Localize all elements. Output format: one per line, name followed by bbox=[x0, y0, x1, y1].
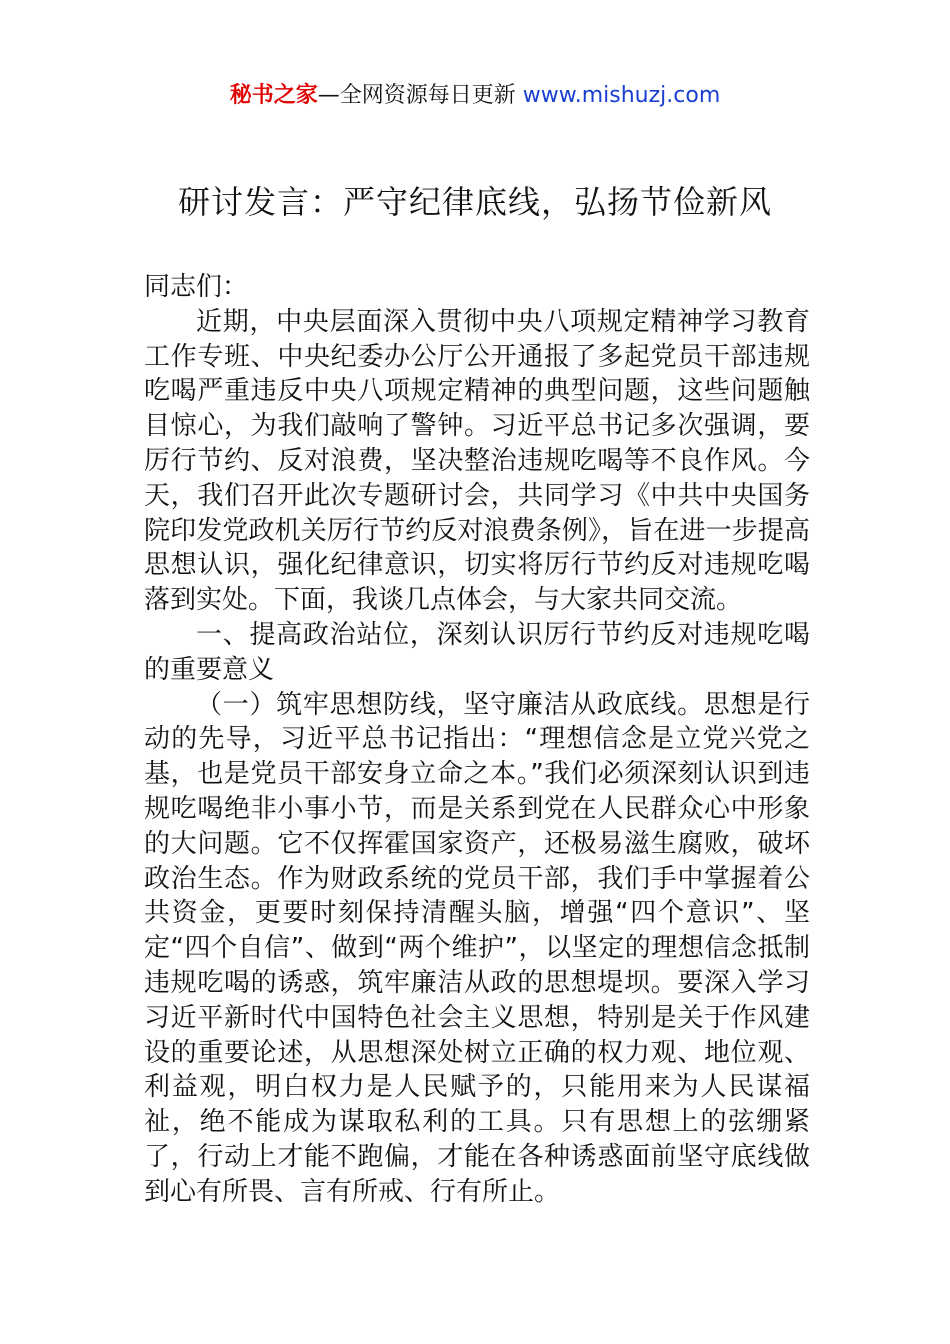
body-paragraph: 近期，中央层面深入贯彻中央八项规定精神学习教育工作专班、中央纪委办公厅公开通报了多起党员干部违规吃喝严重违反中央八项规定精神的典型问题，这些问题触目惊心，为我们敲响了警钟。习近平总书记多次强调，要厉行节约、反对浪费，坚决整治违规吃喝等不良作风。今天，我们召开此次专题研讨会，共同学习《中共中央国务院印发党政机关厉行节约反对浪费条例》，旨在进一步提高思想认识，强化纪律意识，切实将厉行节约反对违规吃喝落到实处。下面，我谈几点体会，与大家共同交流。 bbox=[144, 306, 810, 616]
document-body bbox=[144, 270, 810, 1210]
site-tagline: —全网资源每日更新 bbox=[317, 83, 516, 108]
body-paragraph: （一）筑牢思想防线，坚守廉洁从政底线。思想是行动的先导，习近平总书记指出：“理想信念是立党兴党之基，也是党员干部安身立命之本。”我们必须深刻认识到违规吃喝绝非小事小节，而是关系到党在人民群众心中形象的大问题。它不仅挥霍国家资产，还极易滋生腐败，破坏政治生态。作为财政系统的党员干部，我们手中掌握着公共资金，更要时刻保持清醒头脑，增强“四个意识”、坚定“四个自信”、做到“两个维护”，以坚定的理想信念抵制违规吃喝的诱惑，筑牢廉洁从政的思想堤坝。要深入学习习近平新时代中国特色社会主义思想，特别是关于作风建设的重要论述，从思想深处树立正确的权力观、地位观、利益观，明白权力是人民赋予的，只能用来为人民谋福祉，绝不能成为谋取私利的工具。只有思想上的弦绷紧了，行动上才能不跑偏，才能在各种诱惑面前坚守底线做到心有所畏、言有所戒、行有所止。 bbox=[144, 689, 810, 1207]
section-heading: 一、提高政治站位，深刻认识厉行节约反对违规吃喝的重要意义 bbox=[144, 619, 810, 685]
site-url-link[interactable]: www.mishuzj.com bbox=[522, 83, 721, 108]
site-brand: 秘书之家 bbox=[229, 83, 318, 108]
salutation: 同志们： bbox=[144, 272, 249, 302]
document-title: 研讨发言：严守纪律底线，弘扬节俭新风 bbox=[177, 183, 772, 221]
site-header bbox=[0, 78, 950, 114]
